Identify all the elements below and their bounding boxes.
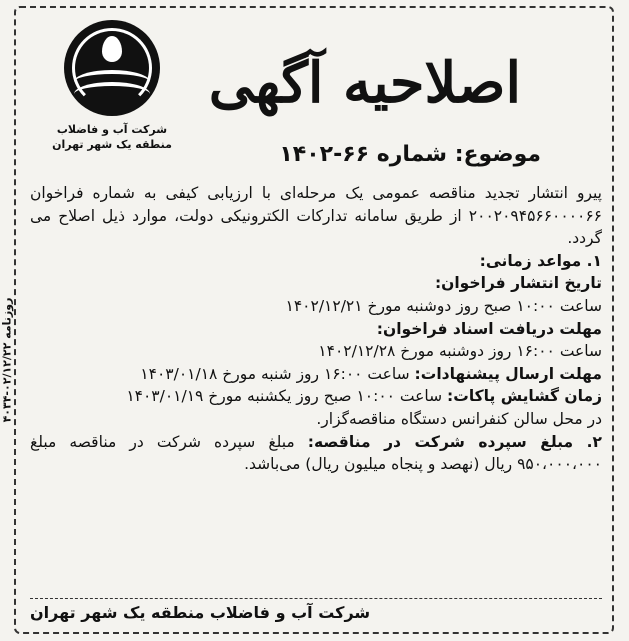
page-title: اصلاحیه آگهی — [208, 50, 521, 116]
logo-line-2: منطقه یک شهر تهران — [52, 138, 172, 151]
intro-paragraph: پیرو انتشار تجدید مناقصه عمومی یک مرحله‌ای با ارزیابی کیفی به شماره فراخوان ۲۰۰۲۰۹۴۵۶۶۰۰۰۰۶۶ از طریق سامانه تدارکات الکترونیکی دولت، موارد ذیل اصلاح می گردد. — [30, 184, 602, 248]
side-caption — [0, 180, 14, 540]
footer-company: شرکت آب و فاضلاب منطقه یک شهر تهران — [30, 598, 602, 627]
newspaper-date: روزنامه ۰۲/۱۲/۲۲-۴۰۳۴ — [0, 297, 14, 423]
water-drop-icon — [64, 20, 160, 116]
publish-heading: تاریخ انتشار فراخوان: — [434, 274, 602, 293]
docs-value: ساعت ۱۶:۰۰ روز دوشنبه مورخ ۱۴۰۲/۱۲/۲۸ — [318, 342, 602, 361]
company-logo — [52, 20, 172, 180]
opening-value: ساعت ۱۰:۰۰ صبح روز یکشنبه مورخ ۱۴۰۳/۰۱/۱۹ — [126, 387, 443, 406]
deposit-heading: ۲. مبلغ سپرده شرکت در مناقصه: — [307, 432, 602, 451]
section-1-heading: ۱. مواعد زمانی: — [479, 251, 602, 270]
bids-value: ساعت ۱۶:۰۰ روز شنبه مورخ ۱۴۰۳/۰۱/۱۸ — [140, 364, 410, 383]
subject-line: موضوع: شماره ۶۶-۱۴۰۲ — [279, 142, 541, 167]
opening-place: در محل سالن کنفرانس دستگاه مناقصه‌گزار. — [316, 409, 602, 428]
bids-heading: مهلت ارسال پیشنهادات: — [414, 364, 602, 383]
deposit-value: مبلغ سپرده شرکت در مناقصه مبلغ ۹۵۰،۰۰۰،۰۰۰ ریال (نهصد و پنجاه میلیون ریال) می‌باشد. — [30, 432, 602, 474]
opening-heading: زمان گشایش پاکات: — [447, 387, 602, 406]
docs-heading: مهلت دریافت اسناد فراخوان: — [376, 319, 602, 338]
logo-line-1: شرکت آب و فاضلاب — [56, 123, 168, 136]
publish-value: ساعت ۱۰:۰۰ صبح روز دوشنبه مورخ ۱۴۰۲/۱۲/۲۱ — [285, 296, 602, 315]
ad-body — [30, 182, 602, 476]
